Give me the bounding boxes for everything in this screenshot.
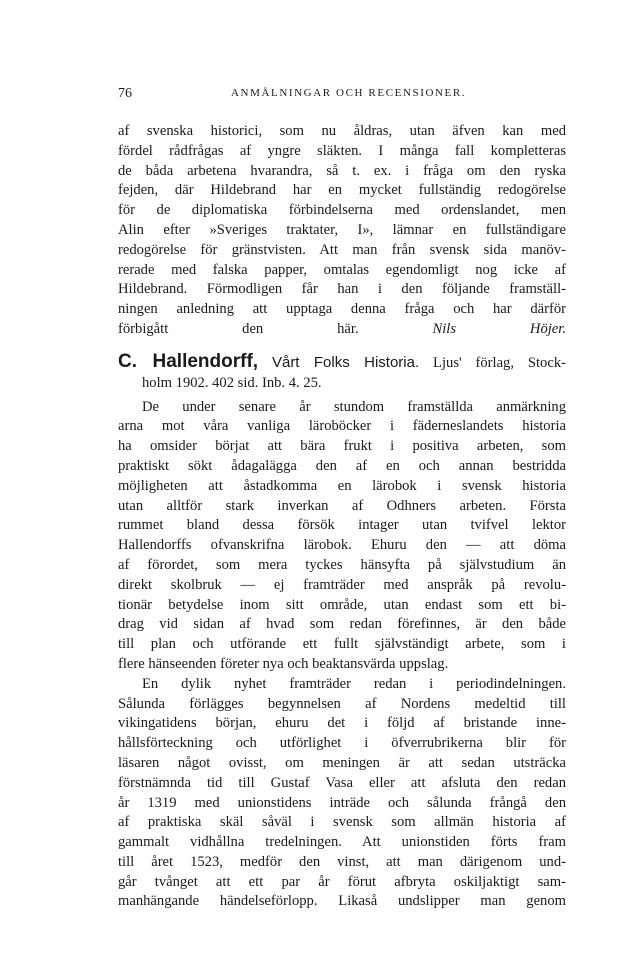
book-title: Vårt Folks Historia. (271, 353, 420, 371)
text-line: praktiskt sökt ådagalägga den af en och annan bestridda (118, 457, 566, 474)
text-line: fördel rådfrågas af yngre släkten. I många fall kompletteras (118, 142, 566, 159)
review-heading (118, 350, 566, 374)
running-title: ANMÄLNINGAR OCH RECENSIONER. (231, 87, 467, 99)
text-line: drag vid sidan af hvad som redan förefinnes, är den både (118, 616, 566, 633)
text-line: ha omsider börjat att bära frukt i positiva arbeten, som (118, 438, 566, 455)
text-line: af svenska historici, som nu åldras, utan äfven kan med (118, 123, 566, 139)
text-line: till året 1523, medför den vinst, att man därigenom und- (118, 853, 566, 870)
publisher-info-continued: holm 1902. 402 sid. Inb. 4. 25. (142, 374, 322, 391)
text-line: går tvånget att ett par år förut afbryta oskiljaktigt sam- (118, 873, 566, 890)
text-line: hållsförteckning och utförlighet i öfverrubrikerna blir för (118, 735, 566, 752)
publisher-info: Ljus' förlag, Stock- (433, 354, 566, 371)
review-1-continuation (118, 122, 566, 340)
review-2 (118, 350, 566, 913)
text-line: En dylik nyhet framträder redan i periodindelningen. (142, 675, 566, 692)
text-line: af praktiska skäl såväl i svensk som allmän historia af (118, 814, 566, 831)
closing-line (118, 320, 566, 340)
text-line: tionär betydelse inom sitt område, utan endast som ett bi- (118, 596, 566, 613)
text-line: läsaren något ovisst, om meningen är att sedan utsträcka (118, 754, 566, 771)
author-name: C. Hallendorff, (118, 350, 259, 372)
text-line: manhängande händelseförlopp. Likaså undslipper man genom (118, 893, 566, 910)
text-line: Hildebrand. Förmodligen får han i den följande framställ- (118, 281, 566, 298)
text-line: rerade med falska papper, omtalas egendomligt nog icke af (118, 261, 566, 278)
reviewer-signature: Nils Höjer. (432, 320, 566, 337)
text-line: vikingatidens början, ehuru det i följd af bristande inne- (118, 715, 566, 732)
text-line: Sålunda förlägges begynnelsen af Nordens medeltid till (118, 695, 566, 712)
text-line: förbigått den här. (118, 320, 359, 337)
text-line: ningen anledning att upptaga denna fråga och har därför (118, 301, 566, 318)
text-line: direkt skolbruk — ej framträder med anspråk på revolu- (118, 576, 566, 593)
text-line: rummet bland dessa försök intager utan tvifvel lektor (118, 517, 566, 534)
text-line: Hallendorffs ofvanskrifna lärobok. Ehuru den — att döma (118, 537, 566, 554)
book-page (118, 86, 566, 912)
page-number: 76 (118, 86, 132, 101)
text-line: utan alltför stark inverkan af Odhners arbeten. Första (118, 497, 566, 514)
text-line: De under senare år stundom framställda anmärkning (142, 398, 566, 415)
text-line: redogörelse för gränstvisten. Att man från svensk sida manöv- (118, 241, 566, 258)
paragraph-2 (118, 675, 566, 913)
running-head (118, 86, 566, 104)
text-line: till plan och utförande ett fullt självständigt arbete, som i (118, 636, 566, 653)
text-line: fejden, där Hildebrand har en mycket fullständig redogörelse (118, 182, 566, 199)
text-line: möjligheten att åstadkomma en lärobok i svensk historia (118, 477, 566, 494)
text-line: Alin efter »Sveriges traktater, I», lämnar en fullständigare (118, 221, 566, 238)
text-line: af förordet, som mera tyckes hänsyfta på självstudium än (118, 556, 566, 573)
text-line: gammalt vidhållna tredelningen. Att unionstiden förts fram (118, 834, 566, 851)
text-line: år 1319 med unionstidens inträde och sålunda frångå den (118, 794, 566, 811)
text-line: för de diplomatiska förbindelserna med ordenslandet, men (118, 202, 566, 219)
text-line: flere hänseenden företer nya och beaktansvärda uppslag. (118, 655, 449, 672)
text-line: de båda arbetena hvarandra, så t. ex. i fråga om den ryska (118, 162, 566, 179)
paragraph-1 (118, 398, 566, 675)
text-line: förstnämnda tid till Gustaf Vasa eller att afsluta den redan (118, 774, 566, 791)
text-line: arna mot våra vanliga läroböcker i fäderneslandets historia (118, 418, 566, 435)
